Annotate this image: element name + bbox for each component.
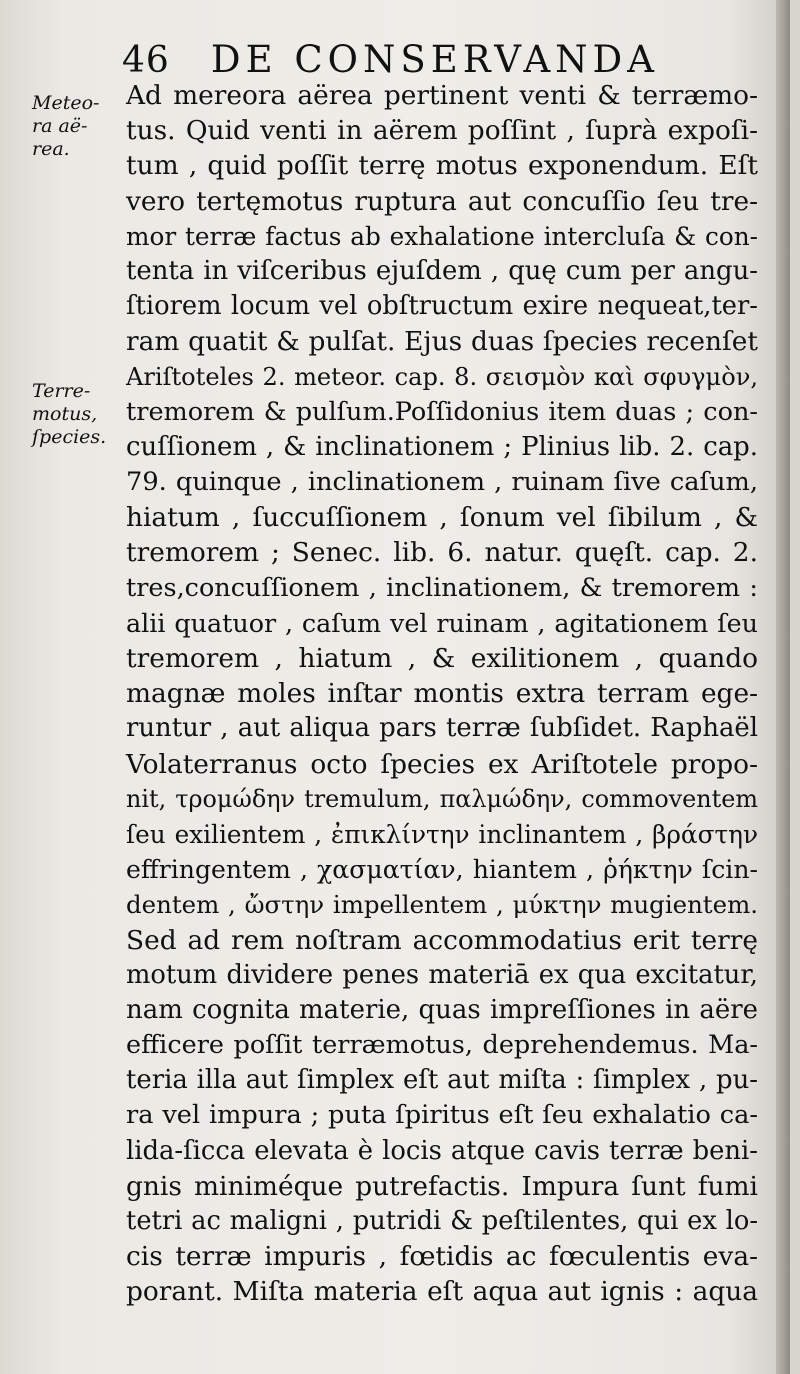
text-line: porant. Miſta materia eſt aqua aut ignis : aqua bbox=[126, 1276, 758, 1308]
margin-note-line: ſpecies. bbox=[32, 426, 107, 448]
text-line: tremorem ; Senec. lib. 6. natur. quęſt. cap. 2. bbox=[126, 537, 758, 569]
text-line: runtur , aut aliqua pars terræ ſubſidet. Raphaël bbox=[126, 713, 758, 744]
text-line: tetri ac maligni , putridi & peſtilentes, qui ex lo- bbox=[126, 1206, 758, 1236]
text-line: mor terræ factus ab exhalatione intercluſa & con- bbox=[126, 221, 758, 251]
text-line: tres,concuſſionem , inclinationem, & tremorem : bbox=[126, 572, 758, 603]
text-line: nam cognita materie, quas impreſſiones in aëre bbox=[126, 994, 758, 1025]
text-line: gnis miniméque putrefactis. Impura ſunt fumi bbox=[126, 1170, 758, 1202]
margin-note-line: Meteo- bbox=[32, 92, 100, 114]
text-line: Ariſtoteles 2. meteor. cap. 8. σεισμὸν καὶ σφυγμὸν, bbox=[126, 362, 758, 391]
text-line: ram quatit & pulſat. Ejus duas ſpecies recenſet bbox=[126, 326, 758, 358]
text-line: dentem , ὤστην impellentem , μύκτην mugientem. bbox=[126, 890, 758, 920]
page-number: 46 bbox=[122, 40, 170, 81]
margin-note-meteora bbox=[32, 92, 128, 161]
margin-note-line: rea. bbox=[32, 138, 70, 160]
text-line: 79. quinque , inclinationem , ruinam ſive caſum, bbox=[126, 467, 758, 498]
text-line: tremorem & pulſum.Poſſidonius item duas ; con- bbox=[126, 396, 758, 427]
body-text bbox=[126, 78, 758, 1310]
margin-note-terremotus bbox=[32, 380, 128, 449]
text-line: Ad mereora aërea pertinent venti & terræmo- bbox=[126, 80, 758, 111]
text-line: tremorem , hiatum , & exilitionem , quando bbox=[126, 643, 758, 674]
margin-note-line: ra aë- bbox=[32, 115, 88, 137]
text-line: Sed ad rem noſtram accommodatius erit terrę bbox=[126, 924, 758, 956]
text-line: alii quatuor , caſum vel ruinam , agitationem ſeu bbox=[126, 607, 758, 638]
text-line: cis terræ impuris , fœtidis ac fœculentis eva- bbox=[126, 1241, 758, 1273]
text-line: ſeu exilientem , ἐπικλίντην inclinantem , βράστην bbox=[126, 819, 758, 849]
text-line: lida-ſicca elevata è locis atque cavis terræ beni- bbox=[126, 1135, 758, 1166]
text-line: ſtiorem locum vel obſtructum exire nequeat,ter- bbox=[126, 291, 758, 322]
text-line: hiatum , ſuccuſſionem , ſonum vel ſibilum , & bbox=[126, 502, 758, 534]
text-line: efficere poſſit terræmotus, deprehendemus. Ma- bbox=[126, 1030, 758, 1061]
page-gutter-shadow bbox=[776, 0, 790, 1374]
text-line: tum , quid poſſit terrę motus exponendum. Eſt bbox=[126, 150, 758, 182]
text-line: tus. Quid venti in aërem poſſint , ſuprà expoſi- bbox=[126, 115, 758, 147]
margin-note-line: motus, bbox=[32, 403, 98, 425]
text-line: teria illa aut ſimplex eſt aut miſta : ſimplex , pu- bbox=[126, 1065, 758, 1096]
text-line: tenta in viſceribus ejuſdem , quę cum per angu- bbox=[126, 255, 758, 286]
text-line: ra vel impura ; puta ſpiritus eſt ſeu exhalatio ca- bbox=[126, 1100, 758, 1131]
text-line: cuſſionem , & inclinationem ; Plinius lib. 2. cap. bbox=[126, 431, 758, 462]
text-line: nit, τρομώδην tremulum, παλμώδην, commoventem bbox=[126, 784, 758, 813]
text-line: Volaterranus octo ſpecies ex Ariſtotele propo- bbox=[126, 748, 758, 780]
text-line: effringentem , χασματίαν, hiantem , ῥήκτην ſcin- bbox=[126, 855, 758, 885]
margin-note-line: Terre- bbox=[32, 380, 91, 402]
text-line: magnæ moles inſtar montis extra terram ege- bbox=[126, 678, 758, 710]
text-line: vero tertęmotus ruptura aut concuſſio ſeu tre- bbox=[126, 185, 758, 217]
running-title: DE CONSERVANDA bbox=[210, 38, 659, 81]
text-line: motum dividere penes materiā ex qua excitatur, bbox=[126, 959, 758, 990]
